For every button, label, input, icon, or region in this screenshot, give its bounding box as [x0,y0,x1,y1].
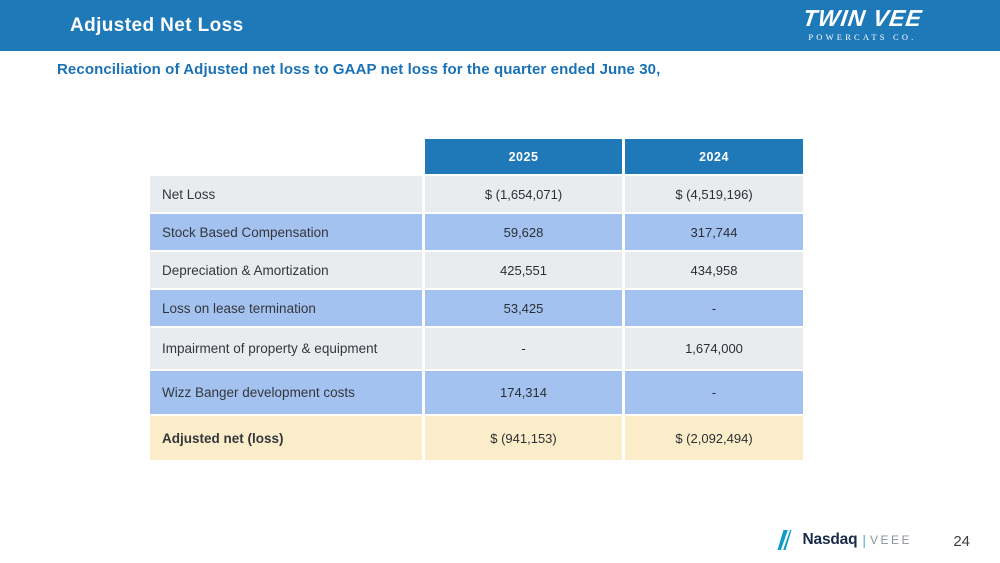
ticker-symbol: VEEE [869,533,912,547]
row-label: Stock Based Compensation [150,214,422,250]
row-value-2025: - [425,328,622,369]
row-value-2024: 317,744 [625,214,803,250]
row-value-2024: 434,958 [625,252,803,288]
table-corner-cell [150,139,422,174]
row-value-2025: $ (1,654,071) [425,176,622,212]
row-label: Adjusted net (loss) [150,416,422,460]
row-value-2025: 425,551 [425,252,622,288]
page-number: 24 [953,533,970,550]
row-value-2025: 59,628 [425,214,622,250]
row-value-2024: - [625,290,803,326]
row-value-2025: 174,314 [425,371,622,414]
reconciliation-table [150,139,803,460]
nasdaq-brand [777,530,912,550]
page-title: Adjusted Net Loss [70,14,244,36]
slide-subtitle: Reconciliation of Adjusted net loss to GAAP net loss for the quarter ended June 30, [57,61,661,78]
row-label: Loss on lease termination [150,290,422,326]
row-label: Net Loss [150,176,422,212]
row-value-2024: - [625,371,803,414]
nasdaq-wordmark: Nasdaq [802,531,858,548]
twin-vee-logo [803,7,922,42]
row-value-2024: $ (4,519,196) [625,176,803,212]
nasdaq-separator: | [862,532,866,548]
row-value-2025: 53,425 [425,290,622,326]
row-value-2024: $ (2,092,494) [625,416,803,460]
twin-vee-logo-wordmark: TWIN VEE [801,5,924,31]
row-label: Depreciation & Amortization [150,252,422,288]
row-label: Wizz Banger development costs [150,371,422,414]
column-header-2025: 2025 [425,139,622,174]
row-value-2024: 1,674,000 [625,328,803,369]
nasdaq-icon [777,530,798,550]
twin-vee-logo-subtext: POWERCATS CO. [808,32,917,42]
column-header-2024: 2024 [625,139,803,174]
row-label: Impairment of property & equipment [150,328,422,369]
row-value-2025: $ (941,153) [425,416,622,460]
top-bar [0,0,1000,51]
